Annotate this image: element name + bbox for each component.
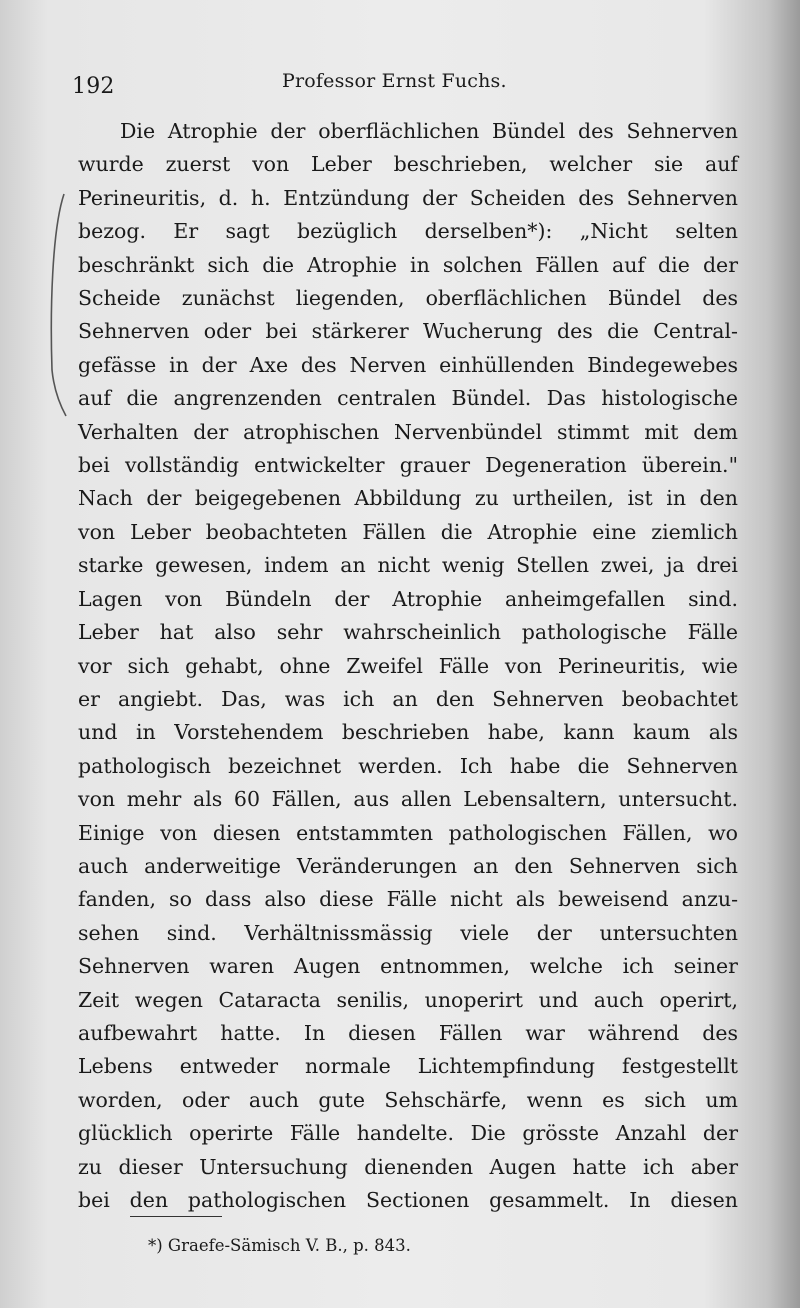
text-line: und in Vorstehendem beschrieben habe, kann kaum als	[78, 720, 738, 745]
text-line: von Leber beobachteten Fällen die Atrophie eine ziemlich	[78, 519, 738, 544]
running-title: Professor Ernst Fuchs.	[282, 70, 507, 92]
text-line: bei vollständig entwickelter grauer Degeneration überein."	[78, 453, 738, 478]
text-line: bezog. Er sagt bezüglich derselben*): „Nicht selten	[78, 219, 738, 244]
text-line: Verhalten der atrophischen Nervenbündel stimmt mit dem	[78, 419, 738, 444]
text-line: Perineuritis, d. h. Entzündung der Scheiden des Sehnerven	[78, 185, 738, 210]
text-line: Scheide zunächst liegenden, oberflächlichen Bündel des	[78, 286, 738, 311]
body-text	[78, 115, 738, 1217]
footnote: *) Graefe-Sämisch V. B., p. 843.	[148, 1236, 411, 1255]
text-line: Lebens entweder normale Lichtempfindung festgestellt	[78, 1054, 738, 1079]
text-line: von mehr als 60 Fällen, aus allen Lebensaltern, untersucht.	[78, 787, 738, 812]
text-line: Lagen von Bündeln der Atrophie anheimgefallen sind.	[78, 586, 738, 611]
text-line: pathologisch bezeichnet werden. Ich habe die Sehnerven	[78, 753, 738, 778]
text-line: Sehnerven oder bei stärkerer Wucherung des die Central-	[78, 319, 738, 344]
text-line: Sehnerven waren Augen entnommen, welche ich seiner	[78, 954, 738, 979]
text-line: zu dieser Untersuchung dienenden Augen hatte ich aber	[78, 1154, 738, 1179]
text-line: wurde zuerst von Leber beschrieben, welcher sie auf	[78, 152, 738, 177]
text-line: aufbewahrt hatte. In diesen Fällen war während des	[78, 1020, 738, 1045]
text-line: Die Atrophie der oberflächlichen Bündel des Sehnerven	[120, 119, 738, 143]
text-line: auch anderweitige Veränderungen an den Sehnerven sich	[78, 853, 738, 878]
text-line: Einige von diesen entstammten pathologischen Fällen, wo	[78, 820, 738, 845]
text-line: auf die angrenzenden centralen Bündel. Das histologische	[78, 386, 738, 411]
text-line: fanden, so dass also diese Fälle nicht als beweisend anzu-	[78, 887, 738, 912]
text-line: gefässe in der Axe des Nerven einhüllenden Bindegewebes	[78, 352, 738, 377]
text-line: glücklich operirte Fälle handelte. Die grösste Anzahl der	[78, 1121, 738, 1146]
text-line: sehen sind. Verhältnissmässig viele der untersuchten	[78, 920, 738, 945]
page-number: 192	[72, 74, 115, 99]
text-line: bei den pathologischen Sectionen gesammelt. In diesen	[78, 1188, 738, 1212]
text-line: Zeit wegen Cataracta senilis, unoperirt und auch operirt,	[78, 987, 738, 1012]
footnote-rule	[130, 1216, 222, 1217]
text-line: beschränkt sich die Atrophie in solchen Fällen auf die der	[78, 252, 738, 277]
text-line: starke gewesen, indem an nicht wenig Stellen zwei, ja drei	[78, 553, 738, 578]
text-line: er angiebt. Das, was ich an den Sehnerven beobachtet	[78, 686, 738, 711]
text-line: Nach der beigegebenen Abbildung zu urtheilen, ist in den	[78, 486, 738, 511]
margin-bracket-mark	[44, 190, 70, 420]
text-line: Leber hat also sehr wahrscheinlich pathologische Fälle	[78, 620, 738, 645]
text-line: vor sich gehabt, ohne Zweifel Fälle von Perineuritis, wie	[78, 653, 738, 678]
text-line: worden, oder auch gute Sehschärfe, wenn es sich um	[78, 1087, 738, 1112]
